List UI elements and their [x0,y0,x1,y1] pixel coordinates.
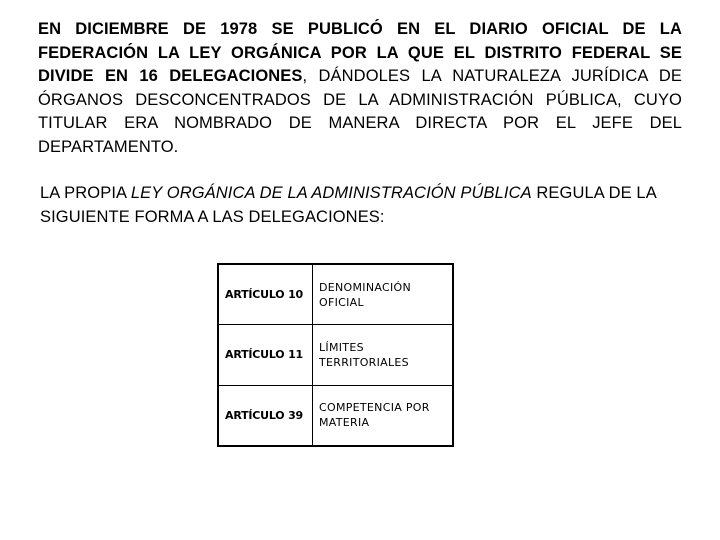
intro-paragraph-text: , DÁNDOLES LA NATURALEZA JURÍDICA DE ÓRGANOS DESCONCENTRADOS DE LA ADMINISTRACIÓN PÚBLICA, CUYO TITULAR ERA NOMBRADO DE MANERA DIRECTA POR EL JEFE DEL DEPARTAMENTO. [38,67,682,156]
intro-paragraph-bold: EN DICIEMBRE DE 1978 SE PUBLICÓ EN EL DIARIO OFICIAL DE LA FEDERACIÓN LA LEY ORGÁNICA POR LA QUE EL DISTRITO FEDERAL SE DIVIDE EN 16 DELEGACIONES [38,20,682,85]
article-description: DENOMINACIÓN OFICIAL [313,264,454,325]
regulation-paragraph [40,182,688,229]
table-row [218,264,453,325]
regulation-paragraph-rest: REGULA DE LA SIGUIENTE FORMA A LAS DELEGACIONES: [40,184,656,226]
table-row [218,385,453,446]
law-title: LEY ORGÁNICA DE LA ADMINISTRACIÓN PÚBLICA [130,184,532,202]
regulation-paragraph-lead: LA PROPIA [40,184,131,202]
article-number: ARTÍCULO 11 [218,325,313,386]
table-row [218,325,453,386]
article-description: LÍMITES TERRITORIALES [313,325,454,386]
article-number: ARTÍCULO 39 [218,385,313,446]
intro-paragraph [38,18,682,159]
articles-table [217,263,454,447]
article-number: ARTÍCULO 10 [218,264,313,325]
article-description: COMPETENCIA POR MATERIA [313,385,454,446]
